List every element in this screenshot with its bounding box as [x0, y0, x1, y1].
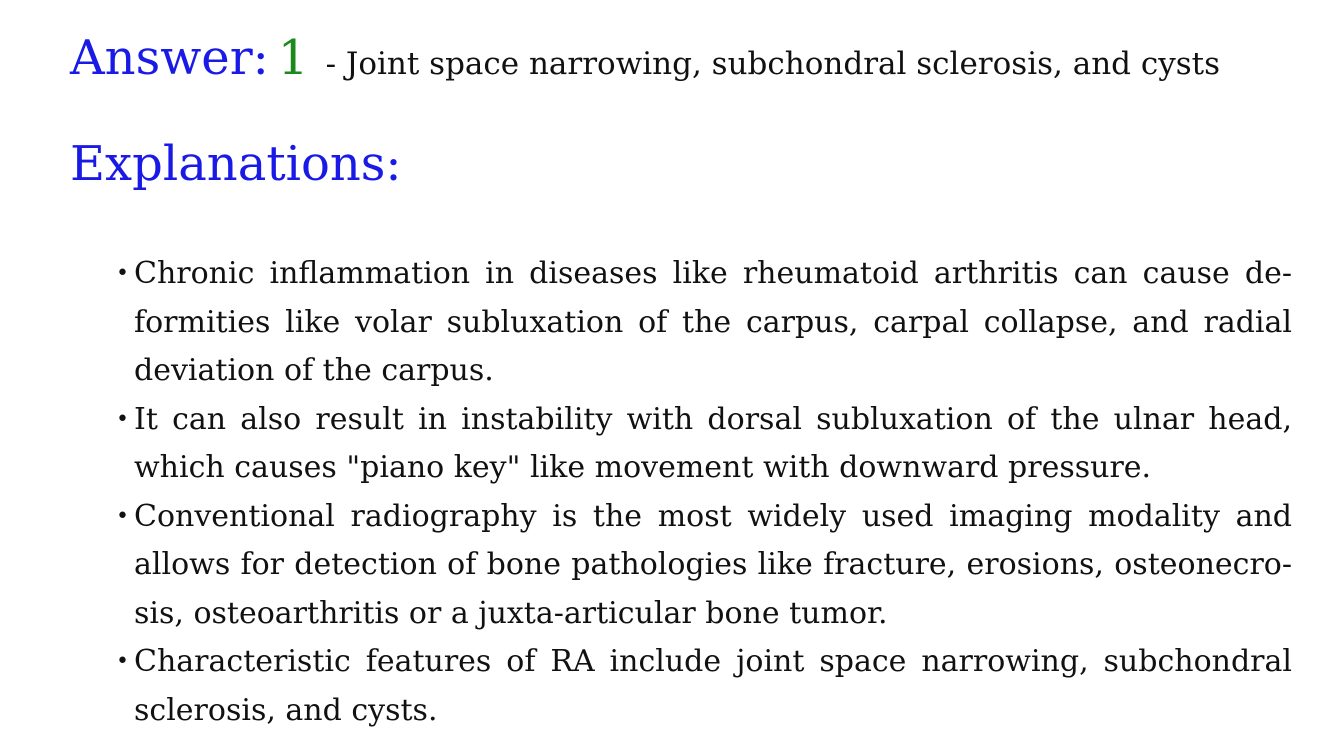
bullet-icon: •	[116, 406, 129, 432]
bullet-icon: •	[116, 503, 129, 529]
answer-line	[70, 30, 1220, 86]
list-item	[112, 250, 1292, 396]
list-item	[112, 493, 1292, 639]
list-item-text: Characteristic features of RA include joint space narrowing, subchondral sclerosis, and cysts.	[134, 644, 1292, 728]
list-item	[112, 396, 1292, 493]
list-item	[112, 638, 1292, 735]
answer-label: Answer:	[70, 30, 269, 86]
explanations-list	[112, 250, 1292, 735]
answer-text: - Joint space narrowing, subchondral sclerosis, and cysts	[325, 46, 1221, 82]
explanations-heading: Explanations:	[70, 136, 402, 192]
bullet-icon: •	[116, 261, 129, 286]
list-item-text: Conventional radiography is the most widely used imaging modality and allows for detection of bone pathologies like fracture, erosions, osteonecrosis, osteoarthritis or a juxta-articular bone tumor.	[134, 498, 1292, 631]
bullet-icon: •	[116, 649, 129, 674]
list-item-text: Chronic inflammation in diseases like rheumatoid arthritis can cause deformities like volar subluxation of the carpus, carpal collapse, and radial deviation of the carpus.	[134, 256, 1292, 388]
list-item-text: It can also result in instability with dorsal subluxation of the ulnar head, which causes "piano key" like movement with downward pressure.	[134, 401, 1292, 485]
answer-number: 1	[277, 30, 309, 86]
